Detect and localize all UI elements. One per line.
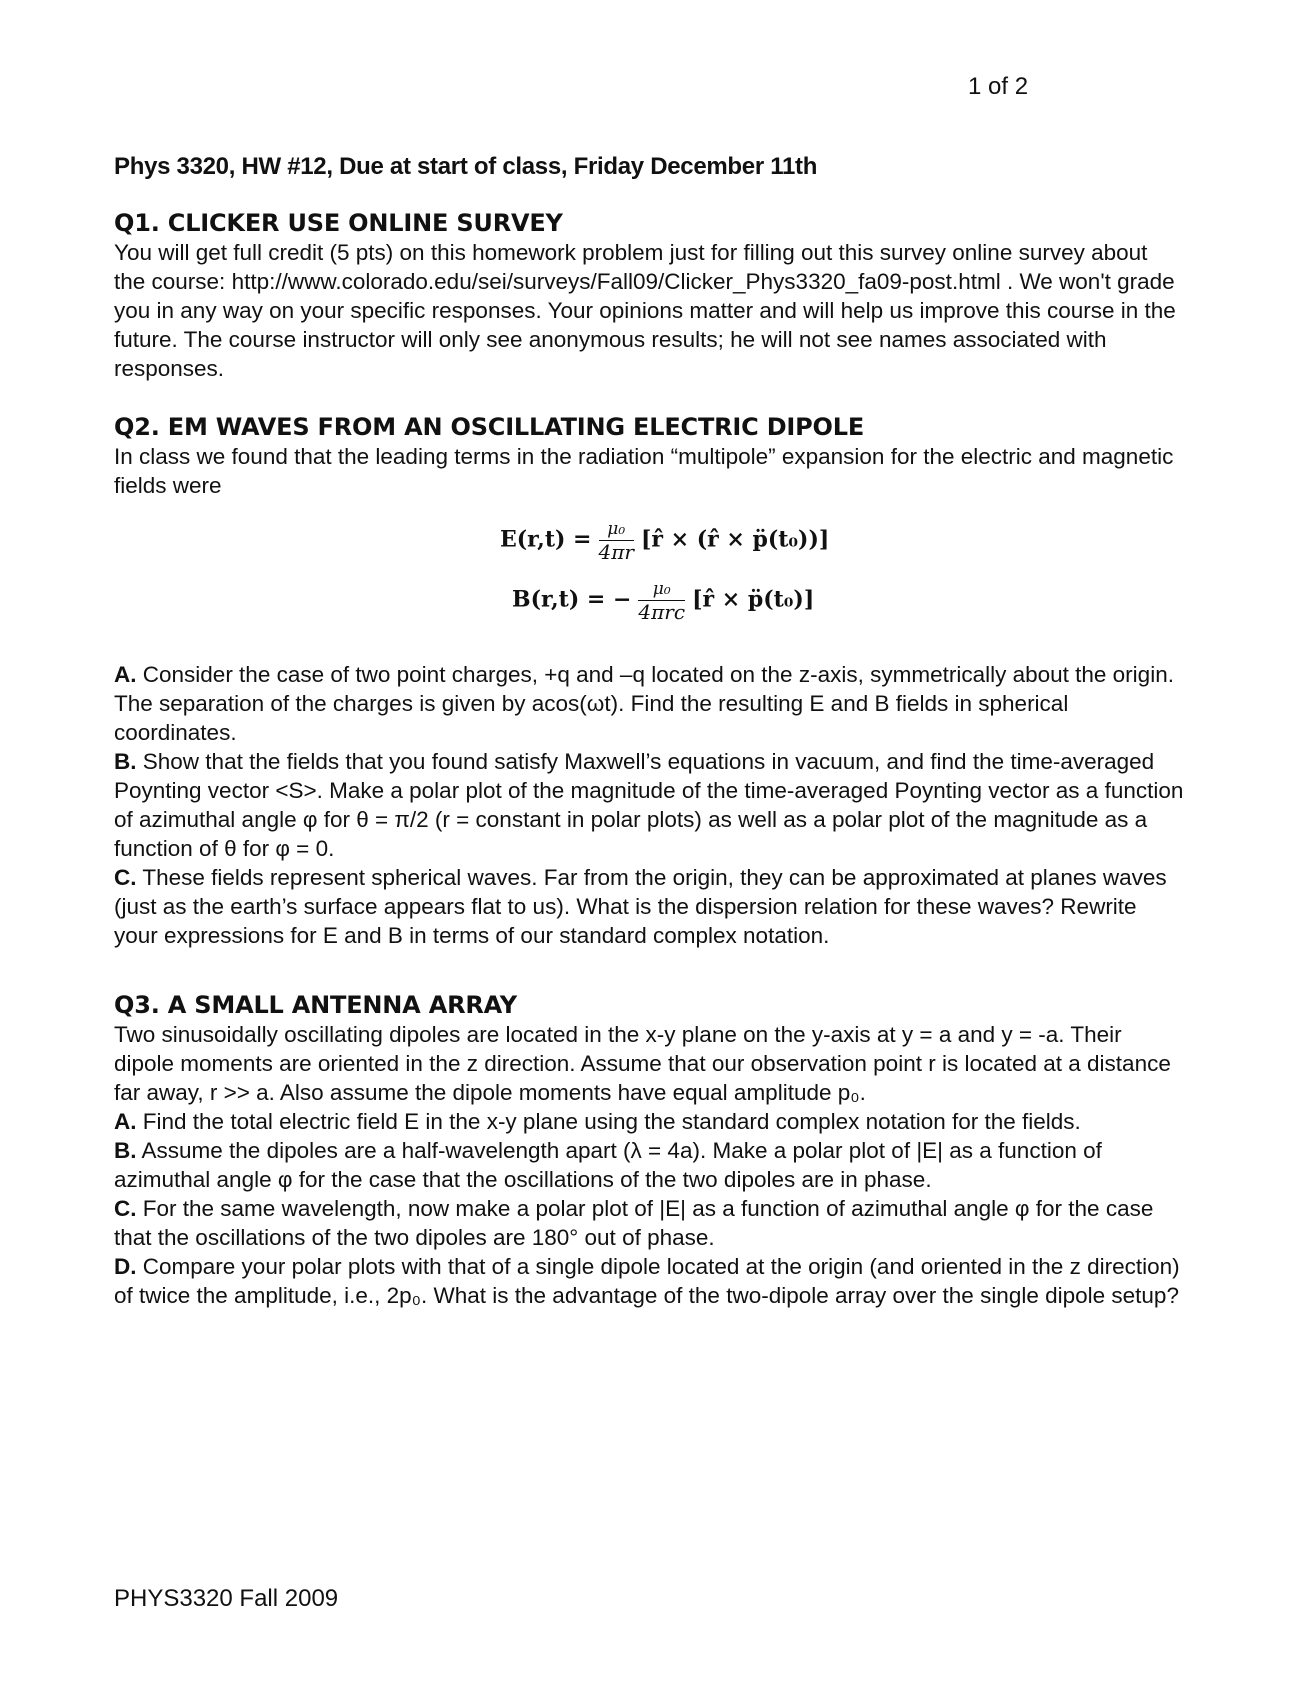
question-2-part-a-label: A.	[114, 662, 137, 687]
question-3-part-b-text: Assume the dipoles are a half-wavelength apart (λ = 4a). Make a polar plot of |E| as a function of azimuthal angle φ for the case that the oscillations of the two dipoles are in phase.	[114, 1138, 1102, 1192]
question-3-part-d	[114, 1252, 1184, 1310]
equation-electric-field	[500, 518, 829, 563]
question-2-part-a	[114, 660, 1184, 747]
question-3-heading: Q3. A SMALL ANTENNA ARRAY	[114, 991, 517, 1019]
question-2-part-a-text: Consider the case of two point charges, +q and –q located on the z-axis, symmetrically about the origin. The separation of the charges is given by acos(ωt). Find the resulting E and B fields in spherical coordinates.	[114, 662, 1174, 745]
question-2-part-c	[114, 863, 1184, 950]
question-2-part-c-label: C.	[114, 865, 137, 890]
question-2-part-c-text: These fields represent spherical waves. Far from the origin, they can be approximated at planes waves (just as the earth’s surface appears flat to us). What is the dispersion relation for these waves? Rewrite your expressions for E and B in terms of our standard complex notation.	[114, 865, 1167, 948]
equation-magnetic-field-fraction	[638, 578, 685, 623]
equation-electric-field-numerator: μ₀	[599, 518, 634, 541]
question-3-part-a	[114, 1107, 1184, 1136]
question-2	[114, 412, 1184, 500]
document-title: Phys 3320, HW #12, Due at start of class, Friday December 11th	[114, 153, 818, 180]
question-2-parts	[114, 660, 1184, 950]
equation-electric-field-denominator: 4πr	[598, 540, 634, 564]
equation-electric-field-lhs: E(r,t) =	[500, 526, 592, 553]
equation-electric-field-fraction	[599, 518, 634, 563]
question-2-intro: In class we found that the leading terms in the radiation “multipole” expansion for the electric and magnetic fields were	[114, 444, 1174, 498]
question-2-heading: Q2. EM WAVES FROM AN OSCILLATING ELECTRIC DIPOLE	[114, 413, 865, 441]
equation-electric-field-rhs: [r̂ × (r̂ × p̈(t₀))]	[640, 526, 830, 553]
equation-magnetic-field-denominator: 4πrc	[638, 600, 686, 624]
question-3-part-c-label: C.	[114, 1196, 137, 1221]
equation-magnetic-field-lhs: B(r,t) = −	[512, 586, 632, 613]
question-3-part-d-text: Compare your polar plots with that of a single dipole located at the origin (and oriented in the z direction) of twice the amplitude, i.e., 2p₀. What is the advantage of the two-dipole array over the single dipole setup?	[114, 1254, 1180, 1308]
page-number: 1 of 2	[968, 73, 1029, 100]
question-2-part-b-label: B.	[114, 749, 137, 774]
equation-magnetic-field-rhs: [r̂ × p̈(t₀)]	[692, 586, 815, 613]
question-1-heading: Q1. CLICKER USE ONLINE SURVEY	[114, 209, 563, 237]
question-3-part-d-label: D.	[114, 1254, 137, 1279]
question-3-part-c-text: For the same wavelength, now make a polar plot of |E| as a function of azimuthal angle φ for the case that the oscillations of the two dipoles are 180° out of phase.	[114, 1196, 1154, 1250]
question-3-part-c	[114, 1194, 1184, 1252]
question-3-part-a-text: Find the total electric field E in the x-y plane using the standard complex notation for the fields.	[142, 1109, 1081, 1134]
question-3-intro: Two sinusoidally oscillating dipoles are located in the x-y plane on the y-axis at y = a and y = -a. Their dipole moments are oriented in the z direction. Assume that our observation point r is located at a distance far away, r >> a. Also assume the dipole moments have equal amplitude p₀.	[114, 1022, 1171, 1105]
question-1-body: You will get full credit (5 pts) on this homework problem just for filling out this survey online survey about the course: http://www.colorado.edu/sei/surveys/Fall09/Clicker_Phys3320_fa09-post.html . We won't grade you in any way on your specific responses. Your opinions matter and will help us improve this course in the future. The course instructor will only see anonymous results; he will not see names associated with responses.	[114, 240, 1176, 381]
question-1	[114, 208, 1184, 383]
equation-magnetic-field	[512, 578, 814, 623]
question-3	[114, 990, 1184, 1310]
question-3-part-b	[114, 1136, 1184, 1194]
question-3-part-a-label: A.	[114, 1109, 137, 1134]
question-2-part-b-text: Show that the fields that you found satisfy Maxwell’s equations in vacuum, and find the time-averaged Poynting vector <S>. Make a polar plot of the magnitude of the time-averaged Poynting vector as a function of azimuthal angle φ for θ = π/2 (r = constant in polar plots) as well as a polar plot of the magnitude as a function of θ for φ = 0.	[114, 749, 1184, 861]
equation-magnetic-field-numerator: μ₀	[638, 578, 685, 601]
question-2-part-b	[114, 747, 1184, 863]
question-3-part-b-label: B.	[114, 1138, 137, 1163]
page-footer: PHYS3320 Fall 2009	[114, 1585, 339, 1612]
